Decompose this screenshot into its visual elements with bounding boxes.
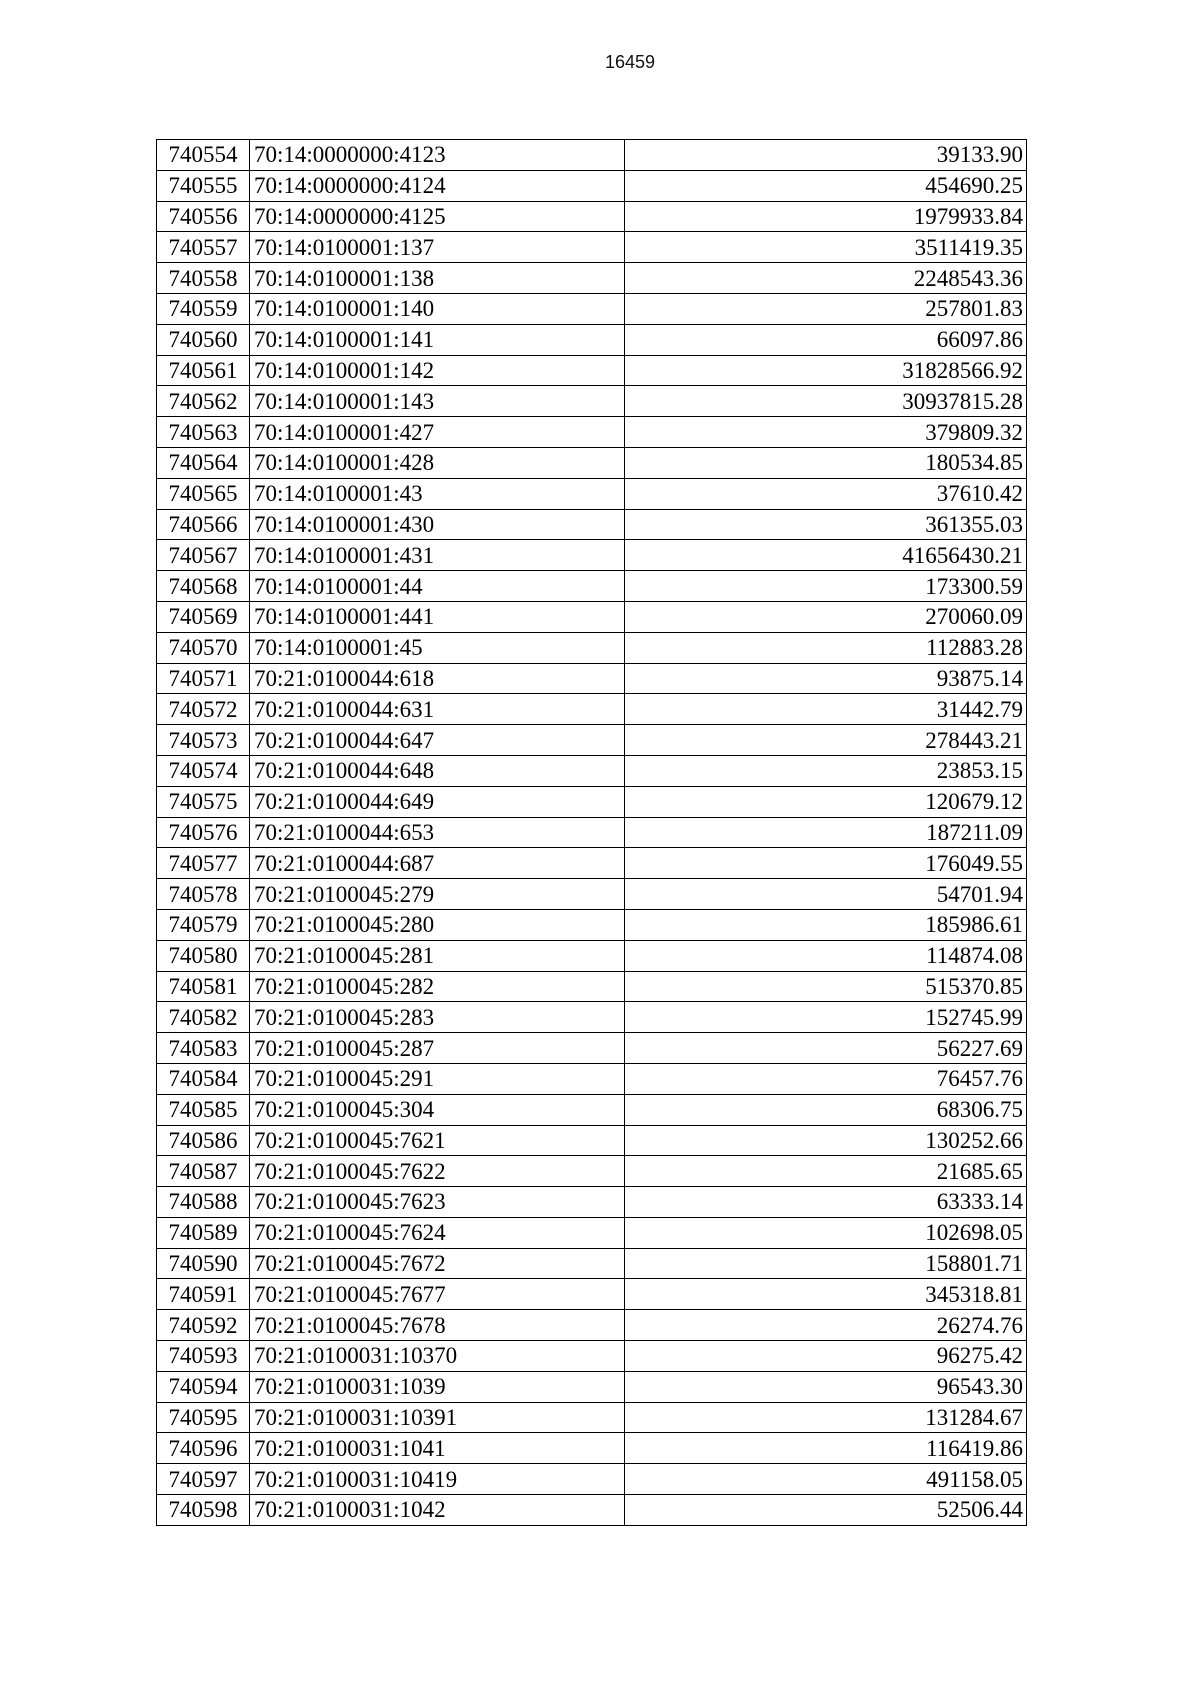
cadastral-number-cell: 70:21:0100045:7677 [250,1279,625,1310]
row-id-cell: 740555 [157,170,250,201]
cadastral-number-cell: 70:21:0100045:279 [250,879,625,910]
row-id-cell: 740560 [157,324,250,355]
cadastral-number-cell: 70:21:0100031:10391 [250,1402,625,1433]
row-id-cell: 740590 [157,1248,250,1279]
value-cell: 187211.09 [625,817,1027,848]
row-id-cell: 740558 [157,263,250,294]
value-cell: 345318.81 [625,1279,1027,1310]
cadastral-number-cell: 70:21:0100045:287 [250,1033,625,1064]
value-cell: 31828566.92 [625,355,1027,386]
value-cell: 116419.86 [625,1433,1027,1464]
value-cell: 26274.76 [625,1310,1027,1341]
cadastral-number-cell: 70:21:0100045:7672 [250,1248,625,1279]
table-row [157,447,1027,478]
table-row [157,694,1027,725]
table-row [157,601,1027,632]
row-id-cell: 740566 [157,509,250,540]
value-cell: 68306.75 [625,1094,1027,1125]
value-cell: 454690.25 [625,170,1027,201]
value-cell: 56227.69 [625,1033,1027,1064]
value-cell: 185986.61 [625,909,1027,940]
cadastral-number-cell: 70:14:0100001:138 [250,263,625,294]
row-id-cell: 740575 [157,786,250,817]
row-id-cell: 740592 [157,1310,250,1341]
row-id-cell: 740561 [157,355,250,386]
cadastral-number-cell: 70:21:0100045:283 [250,1002,625,1033]
table-row [157,386,1027,417]
cadastral-number-cell: 70:14:0100001:143 [250,386,625,417]
cadastral-number-cell: 70:21:0100044:653 [250,817,625,848]
value-cell: 176049.55 [625,848,1027,879]
value-cell: 2248543.36 [625,263,1027,294]
row-id-cell: 740573 [157,725,250,756]
cadastral-number-cell: 70:14:0100001:430 [250,509,625,540]
table-row [157,571,1027,602]
row-id-cell: 740557 [157,232,250,263]
value-cell: 41656430.21 [625,540,1027,571]
cadastral-number-cell: 70:21:0100031:1041 [250,1433,625,1464]
cadastral-number-cell: 70:21:0100031:10370 [250,1341,625,1372]
value-cell: 515370.85 [625,971,1027,1002]
value-cell: 3511419.35 [625,232,1027,263]
table-row [157,725,1027,756]
table-row [157,293,1027,324]
cadastral-number-cell: 70:14:0100001:140 [250,293,625,324]
value-cell: 66097.86 [625,324,1027,355]
row-id-cell: 740598 [157,1495,250,1526]
table-row [157,140,1027,171]
cadastral-number-cell: 70:21:0100045:291 [250,1063,625,1094]
cadastral-number-cell: 70:21:0100045:282 [250,971,625,1002]
value-cell: 114874.08 [625,940,1027,971]
cadastral-number-cell: 70:21:0100031:1039 [250,1371,625,1402]
table-row [157,1279,1027,1310]
value-cell: 21685.65 [625,1156,1027,1187]
value-cell: 379809.32 [625,417,1027,448]
table-body [157,140,1027,1526]
row-id-cell: 740568 [157,571,250,602]
value-cell: 361355.03 [625,509,1027,540]
cadastral-number-cell: 70:21:0100045:7623 [250,1187,625,1218]
cadastral-number-cell: 70:14:0100001:141 [250,324,625,355]
row-id-cell: 740593 [157,1341,250,1372]
row-id-cell: 740581 [157,971,250,1002]
cadastral-number-cell: 70:14:0000000:4123 [250,140,625,171]
cadastral-number-cell: 70:14:0100001:137 [250,232,625,263]
table-row [157,417,1027,448]
value-cell: 270060.09 [625,601,1027,632]
table-row [157,817,1027,848]
row-id-cell: 740583 [157,1033,250,1064]
table-row [157,1033,1027,1064]
table-row [157,940,1027,971]
table-row [157,1002,1027,1033]
row-id-cell: 740584 [157,1063,250,1094]
value-cell: 180534.85 [625,447,1027,478]
row-id-cell: 740589 [157,1217,250,1248]
cadastral-number-cell: 70:21:0100044:631 [250,694,625,725]
cadastral-number-cell: 70:21:0100044:648 [250,755,625,786]
value-cell: 1979933.84 [625,201,1027,232]
value-cell: 278443.21 [625,725,1027,756]
cadastral-number-cell: 70:14:0100001:427 [250,417,625,448]
row-id-cell: 740579 [157,909,250,940]
table-row [157,632,1027,663]
value-cell: 31442.79 [625,694,1027,725]
value-cell: 491158.05 [625,1464,1027,1495]
value-cell: 130252.66 [625,1125,1027,1156]
table-row [157,170,1027,201]
cadastral-number-cell: 70:21:0100031:10419 [250,1464,625,1495]
table-row [157,971,1027,1002]
cadastral-number-cell: 70:14:0100001:428 [250,447,625,478]
row-id-cell: 740576 [157,817,250,848]
row-id-cell: 740570 [157,632,250,663]
value-cell: 96275.42 [625,1341,1027,1372]
table-row [157,879,1027,910]
value-cell: 52506.44 [625,1495,1027,1526]
value-cell: 112883.28 [625,632,1027,663]
cadastral-number-cell: 70:21:0100045:7621 [250,1125,625,1156]
row-id-cell: 740587 [157,1156,250,1187]
table-row [157,263,1027,294]
table-row [157,1248,1027,1279]
cadastral-number-cell: 70:14:0100001:43 [250,478,625,509]
table-row [157,1371,1027,1402]
row-id-cell: 740559 [157,293,250,324]
cadastral-number-cell: 70:21:0100031:1042 [250,1495,625,1526]
table-row [157,909,1027,940]
table-row [157,1125,1027,1156]
cadastral-number-cell: 70:14:0100001:431 [250,540,625,571]
row-id-cell: 740563 [157,417,250,448]
table-row [157,1187,1027,1218]
cadastral-number-cell: 70:14:0000000:4124 [250,170,625,201]
value-cell: 131284.67 [625,1402,1027,1433]
table-row [157,1063,1027,1094]
cadastral-number-cell: 70:21:0100045:7624 [250,1217,625,1248]
cadastral-number-cell: 70:14:0100001:441 [250,601,625,632]
cadastral-number-cell: 70:14:0100001:45 [250,632,625,663]
value-cell: 54701.94 [625,879,1027,910]
table-row [157,755,1027,786]
row-id-cell: 740556 [157,201,250,232]
row-id-cell: 740596 [157,1433,250,1464]
table-row [157,478,1027,509]
row-id-cell: 740580 [157,940,250,971]
value-cell: 37610.42 [625,478,1027,509]
cadastral-number-cell: 70:21:0100045:7678 [250,1310,625,1341]
row-id-cell: 740565 [157,478,250,509]
table-row [157,1464,1027,1495]
cadastral-number-cell: 70:21:0100044:649 [250,786,625,817]
cadastral-number-cell: 70:14:0100001:142 [250,355,625,386]
table-row [157,232,1027,263]
row-id-cell: 740554 [157,140,250,171]
row-id-cell: 740574 [157,755,250,786]
cadastral-number-cell: 70:21:0100045:280 [250,909,625,940]
value-cell: 76457.76 [625,1063,1027,1094]
value-cell: 39133.90 [625,140,1027,171]
table-row [157,786,1027,817]
row-id-cell: 740597 [157,1464,250,1495]
value-cell: 257801.83 [625,293,1027,324]
table-row [157,355,1027,386]
table-row [157,1341,1027,1372]
table-row [157,848,1027,879]
value-cell: 158801.71 [625,1248,1027,1279]
value-cell: 120679.12 [625,786,1027,817]
data-table [156,139,1027,1526]
table-row [157,1433,1027,1464]
value-cell: 63333.14 [625,1187,1027,1218]
cadastral-number-cell: 70:21:0100045:304 [250,1094,625,1125]
table-row [157,1402,1027,1433]
table-row [157,1310,1027,1341]
table-row [157,663,1027,694]
table-row [157,1217,1027,1248]
row-id-cell: 740567 [157,540,250,571]
row-id-cell: 740591 [157,1279,250,1310]
row-id-cell: 740569 [157,601,250,632]
cadastral-number-cell: 70:21:0100044:618 [250,663,625,694]
value-cell: 102698.05 [625,1217,1027,1248]
row-id-cell: 740572 [157,694,250,725]
row-id-cell: 740594 [157,1371,250,1402]
row-id-cell: 740585 [157,1094,250,1125]
cadastral-number-cell: 70:21:0100045:7622 [250,1156,625,1187]
row-id-cell: 740571 [157,663,250,694]
page-number: 16459 [604,52,656,72]
value-cell: 23853.15 [625,755,1027,786]
row-id-cell: 740588 [157,1187,250,1218]
table-row [157,324,1027,355]
table-row [157,1495,1027,1526]
row-id-cell: 740582 [157,1002,250,1033]
table-row [157,1094,1027,1125]
row-id-cell: 740562 [157,386,250,417]
value-cell: 30937815.28 [625,386,1027,417]
row-id-cell: 740564 [157,447,250,478]
cadastral-number-cell: 70:21:0100044:647 [250,725,625,756]
table-row [157,201,1027,232]
table-row [157,509,1027,540]
cadastral-number-cell: 70:21:0100045:281 [250,940,625,971]
cadastral-number-cell: 70:14:0000000:4125 [250,201,625,232]
row-id-cell: 740578 [157,879,250,910]
value-cell: 96543.30 [625,1371,1027,1402]
value-cell: 152745.99 [625,1002,1027,1033]
row-id-cell: 740577 [157,848,250,879]
value-cell: 93875.14 [625,663,1027,694]
table-row [157,1156,1027,1187]
table-row [157,540,1027,571]
row-id-cell: 740586 [157,1125,250,1156]
row-id-cell: 740595 [157,1402,250,1433]
cadastral-number-cell: 70:21:0100044:687 [250,848,625,879]
cadastral-number-cell: 70:14:0100001:44 [250,571,625,602]
value-cell: 173300.59 [625,571,1027,602]
